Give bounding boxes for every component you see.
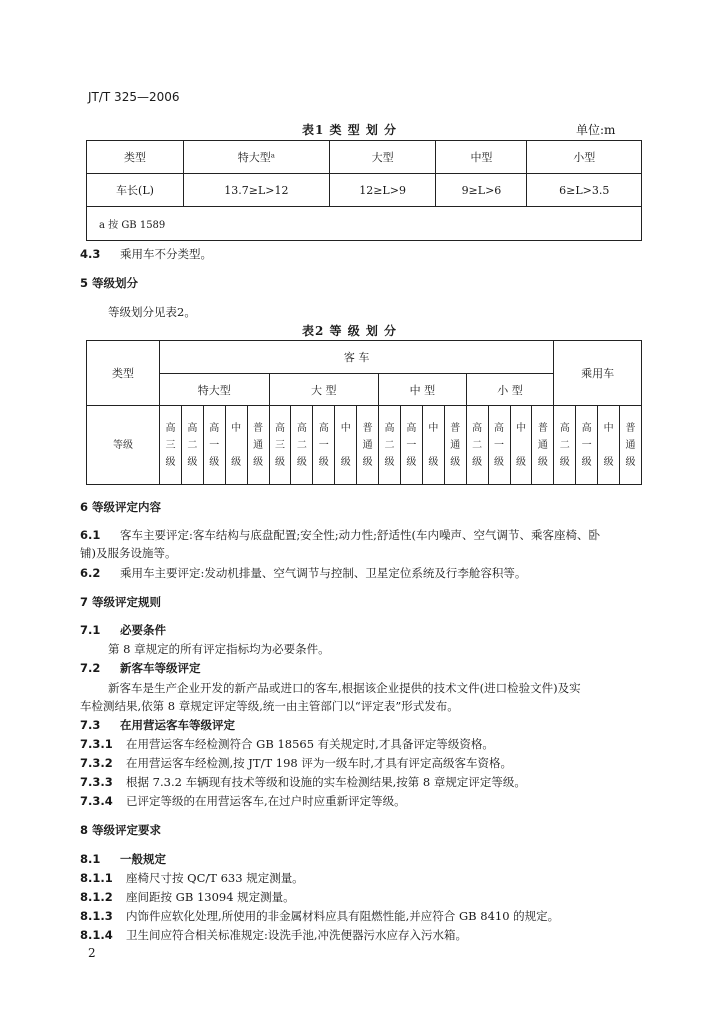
grade-char: 中 — [603, 422, 614, 434]
grade-char — [231, 437, 241, 454]
grade-cell — [444, 406, 466, 485]
grade-label — [472, 420, 482, 471]
grade-label — [450, 420, 460, 471]
table-row — [87, 406, 642, 485]
grade-char: 级 — [209, 456, 220, 468]
clause-7-2-text: 新客车是生产企业开发的新产品或进口的客车,根据该企业提供的技术文件(进口检验文件)及实 — [108, 681, 581, 695]
clause-number: 7.3.3 — [80, 775, 113, 789]
grade-cell — [225, 406, 247, 485]
clause-number: 7.3 — [80, 718, 101, 732]
section-8-title: 8 等级评定要求 — [80, 823, 162, 837]
grade-char: 级 — [428, 456, 439, 468]
clause-7-3-3 — [80, 774, 526, 790]
grade-cell — [203, 406, 225, 485]
clause-number: 7.3.1 — [80, 737, 113, 751]
grade-label — [494, 420, 504, 471]
grade-cell — [335, 406, 357, 485]
clause-number: 8.1.4 — [80, 928, 113, 942]
table-cell: 等级 — [87, 406, 160, 485]
table-header-cell: 乘用车 — [554, 341, 642, 406]
grade-char: 普 — [625, 422, 636, 434]
grade-char: 高 — [318, 422, 329, 434]
grade-char: 三 — [274, 439, 285, 451]
grade-char: 二 — [187, 439, 198, 451]
grade-cell — [620, 406, 642, 485]
grade-char: 通 — [625, 439, 636, 451]
grade-label — [516, 420, 526, 471]
clause-title: 一般规定 — [120, 852, 166, 866]
clause-7-2 — [80, 660, 201, 676]
clause-text: 根据 7.3.2 车辆现有技术等级和设施的实车检测结果,按第 8 章规定评定等级。 — [126, 775, 526, 789]
grade-cell — [357, 406, 379, 485]
clause-text: 在用营运客车经检测符合 GB 18565 有关规定时,才具备评定等级资格。 — [126, 737, 494, 751]
table-cell: 9≥L>6 — [436, 174, 527, 207]
clause-title: 新客车等级评定 — [120, 661, 201, 675]
table-cell: 车长(L) — [87, 174, 184, 207]
grade-char: 级 — [362, 456, 373, 468]
table1-unit: 单位:m — [576, 123, 616, 137]
grade-char: 二 — [384, 439, 395, 451]
grade-char: 普 — [362, 422, 373, 434]
grade-char: 通 — [362, 439, 373, 451]
table1-caption: 表1 类 型 划 分 — [302, 123, 398, 137]
grade-char: 高 — [559, 422, 570, 434]
clause-text: 在用营运客车经检测,按 JT/T 198 评为一级车时,才具有评定高级客车资格。 — [126, 756, 513, 770]
grade-char: 高 — [187, 422, 198, 434]
grade-label — [385, 420, 395, 471]
grade-label — [560, 420, 570, 471]
grade-cell — [313, 406, 335, 485]
grade-char: 一 — [406, 439, 417, 451]
grade-label — [231, 420, 241, 471]
grade-char: 一 — [581, 439, 592, 451]
grade-label — [538, 420, 548, 471]
grade-label — [341, 420, 351, 471]
grade-char: 一 — [318, 439, 329, 451]
table-header-cell: 小型 — [527, 141, 642, 174]
clause-number: 8.1 — [80, 852, 101, 866]
clause-8-1-1 — [80, 870, 304, 886]
grade-char: 级 — [318, 456, 329, 468]
grade-char: 级 — [515, 456, 526, 468]
grade-cell — [576, 406, 598, 485]
clause-number: 7.2 — [80, 661, 101, 675]
grade-label — [275, 420, 285, 471]
grade-label — [582, 420, 592, 471]
clause-number: 7.1 — [80, 623, 101, 637]
clause-7-2-text-cont: 车检测结果,依第 8 章规定评定等级,统一由主管部门以“评定表”形式发布。 — [80, 699, 459, 713]
grade-char: 级 — [384, 456, 395, 468]
grade-char: 级 — [253, 456, 264, 468]
grade-char: 二 — [296, 439, 307, 451]
grade-char — [428, 437, 438, 454]
table-header-cell: 大 型 — [269, 374, 379, 406]
grade-cell — [554, 406, 576, 485]
grade-char: 高 — [165, 422, 176, 434]
grade-char: 级 — [603, 456, 614, 468]
grade-char: 级 — [406, 456, 417, 468]
grade-char: 通 — [537, 439, 548, 451]
grade-cell — [400, 406, 422, 485]
grade-char: 级 — [625, 456, 636, 468]
grade-char: 高 — [472, 422, 483, 434]
grade-cell — [269, 406, 291, 485]
grade-char: 中 — [340, 422, 351, 434]
table-header-cell: 类型 — [87, 141, 184, 174]
clause-6-1 — [80, 527, 600, 543]
grade-char: 高 — [406, 422, 417, 434]
grade-cell — [247, 406, 269, 485]
grade-char: 级 — [559, 456, 570, 468]
grade-cell — [488, 406, 510, 485]
grade-label — [406, 420, 416, 471]
grade-char: 通 — [253, 439, 264, 451]
clause-7-3-4 — [80, 793, 406, 809]
grade-cell — [181, 406, 203, 485]
grade-char: 高 — [209, 422, 220, 434]
grade-cell — [598, 406, 620, 485]
grade-cell — [160, 406, 182, 485]
grade-char: 级 — [450, 456, 461, 468]
grade-cell — [379, 406, 401, 485]
clause-text: 乘用车不分类型。 — [120, 247, 212, 261]
grade-label — [253, 420, 263, 471]
table-header-cell: 中型 — [436, 141, 527, 174]
table-row — [87, 341, 642, 374]
grade-label — [604, 420, 614, 471]
grade-char: 级 — [494, 456, 505, 468]
clause-8-1-4 — [80, 927, 467, 943]
clause-number: 6.1 — [80, 528, 101, 542]
clause-8-1 — [80, 851, 166, 867]
table-header-cell: 类型 — [87, 341, 160, 406]
grade-char: 通 — [450, 439, 461, 451]
grade-cell — [466, 406, 488, 485]
grade-cell — [532, 406, 554, 485]
clause-title: 必要条件 — [120, 623, 166, 637]
clause-text: 座椅尺寸按 QC/T 633 规定测量。 — [126, 871, 304, 885]
grade-char: 级 — [231, 456, 242, 468]
clause-8-1-3 — [80, 908, 559, 924]
grade-label — [363, 420, 373, 471]
grade-char: 级 — [296, 456, 307, 468]
grade-char: 一 — [209, 439, 220, 451]
grade-char: 中 — [515, 422, 526, 434]
table-cell: 13.7≥L>12 — [184, 174, 330, 207]
grade-label — [187, 420, 197, 471]
table-row — [87, 207, 642, 241]
grade-char: 级 — [274, 456, 285, 468]
grade-char: 高 — [384, 422, 395, 434]
grade-char: 高 — [494, 422, 505, 434]
clause-number: 8.1.1 — [80, 871, 113, 885]
table-header-cell: 客 车 — [160, 341, 554, 374]
grade-cell — [510, 406, 532, 485]
para-4-3 — [80, 246, 212, 262]
section-6-title: 6 等级评定内容 — [80, 500, 162, 514]
grade-char: 三 — [165, 439, 176, 451]
page-number: 2 — [88, 946, 96, 960]
grade-char: 二 — [472, 439, 483, 451]
table-row — [87, 141, 642, 174]
table-cell: 6≥L>3.5 — [527, 174, 642, 207]
grade-char: 一 — [494, 439, 505, 451]
grade-char: 级 — [472, 456, 483, 468]
grade-char: 普 — [450, 422, 461, 434]
type-classification-table — [86, 140, 642, 241]
grade-label — [626, 420, 636, 471]
grade-char: 二 — [559, 439, 570, 451]
section-5-title: 5 等级划分 — [80, 276, 139, 290]
table-header-cell: 小 型 — [466, 374, 554, 406]
clause-text: 已评定等级的在用营运客车,在过户时应重新评定等级。 — [126, 794, 406, 808]
grade-char — [341, 437, 351, 454]
clause-8-1-2 — [80, 889, 295, 905]
table2-caption: 表2 等 级 划 分 — [302, 324, 398, 338]
clause-number: 6.2 — [80, 566, 101, 580]
clause-number: 8.1.2 — [80, 890, 113, 904]
grade-char: 级 — [581, 456, 592, 468]
clause-7-1-text: 第 8 章规定的所有评定指标均为必要条件。 — [108, 642, 330, 656]
grade-cell — [422, 406, 444, 485]
grade-char: 高 — [581, 422, 592, 434]
grade-char: 中 — [428, 422, 439, 434]
grade-char: 普 — [537, 422, 548, 434]
grade-classification-table — [86, 340, 642, 485]
grade-char: 高 — [296, 422, 307, 434]
clause-text: 客车主要评定:客车结构与底盘配置;安全性;动力性;舒适性(车内噪声、空气调节、乘客座椅、卧 — [120, 528, 600, 542]
clause-title: 在用营运客车等级评定 — [120, 718, 235, 732]
clause-7-3 — [80, 717, 235, 733]
table-header-cell: 中 型 — [379, 374, 467, 406]
section-5-text: 等级划分见表2。 — [108, 305, 196, 319]
table-footnote: a 按 GB 1589 — [87, 207, 642, 241]
grade-label — [297, 420, 307, 471]
clause-6-2 — [80, 565, 526, 581]
grade-char: 高 — [274, 422, 285, 434]
clause-6-1-cont: 铺)及服务设施等。 — [80, 546, 177, 560]
table-cell: 12≥L>9 — [329, 174, 436, 207]
clause-7-3-2 — [80, 755, 512, 771]
standard-code: JT/T 325—2006 — [88, 90, 180, 104]
grade-char: 级 — [340, 456, 351, 468]
clause-number: 8.1.3 — [80, 909, 113, 923]
table-header-cell: 大型 — [329, 141, 436, 174]
grade-char: 级 — [537, 456, 548, 468]
grade-label — [319, 420, 329, 471]
clause-text: 卫生间应符合相关标准规定:设洗手池,冲洗便器污水应存入污水箱。 — [126, 928, 468, 942]
grade-char: 级 — [165, 456, 176, 468]
table-row — [87, 174, 642, 207]
clause-text: 座间距按 GB 13094 规定测量。 — [126, 890, 295, 904]
clause-7-1 — [80, 622, 166, 638]
grade-char: 中 — [231, 422, 242, 434]
grade-label — [209, 420, 219, 471]
table-header-cell: 特大型 — [160, 374, 270, 406]
grade-char: 普 — [253, 422, 264, 434]
clause-number: 7.3.4 — [80, 794, 113, 808]
grade-cell — [291, 406, 313, 485]
table-header-cell: 特大型ᵃ — [184, 141, 330, 174]
clause-number: 4.3 — [80, 247, 101, 261]
grade-char — [516, 437, 526, 454]
section-7-title: 7 等级评定规则 — [80, 595, 162, 609]
grade-char — [604, 437, 614, 454]
grade-label — [428, 420, 438, 471]
clause-text: 乘用车主要评定:发动机排量、空气调节与控制、卫星定位系统及行李舱容积等。 — [120, 566, 527, 580]
clause-number: 7.3.2 — [80, 756, 113, 770]
clause-7-3-1 — [80, 736, 494, 752]
clause-text: 内饰件应软化处理,所使用的非金属材料应具有阻燃性能,并应符合 GB 8410 的规定。 — [126, 909, 560, 923]
grade-char: 级 — [187, 456, 198, 468]
grade-label — [165, 420, 175, 471]
